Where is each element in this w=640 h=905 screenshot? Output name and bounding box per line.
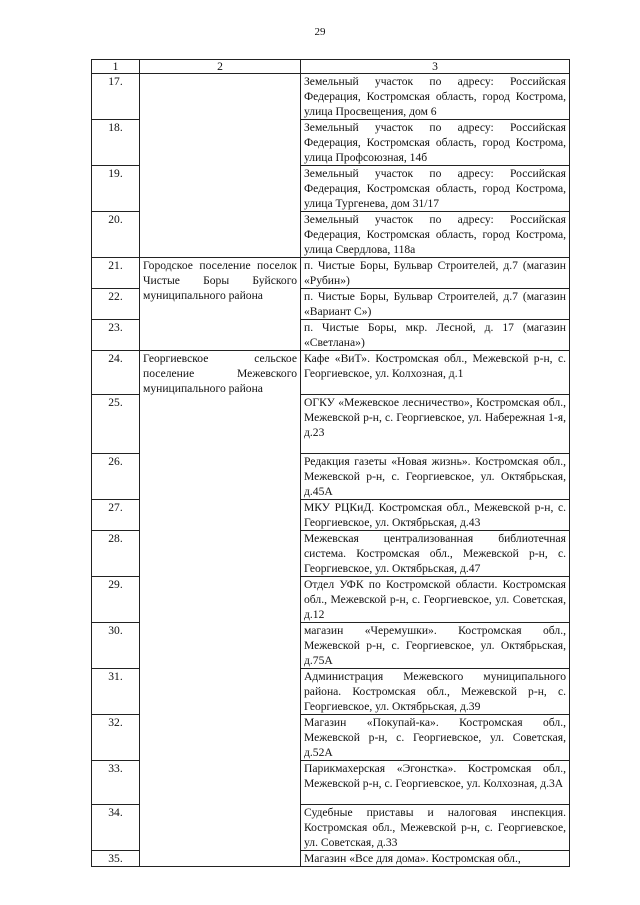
address-cell: Кафе «ВиТ». Костромская обл., Межевской р-н, с. Георгиевское, ул. Колхозная, д.1 (301, 351, 570, 395)
row-number: 30. (92, 623, 140, 669)
page-number: 29 (314, 26, 326, 38)
row-number: 18. (92, 120, 140, 166)
row-number: 17. (92, 74, 140, 120)
municipality-cell (140, 74, 301, 258)
row-number: 29. (92, 577, 140, 623)
address-cell: Земельный участок по адресу: Российская Федерация, Костромская область, город Кострома, улица Тургенева, дом 31/17 (301, 166, 570, 212)
row-number: 20. (92, 212, 140, 258)
address-cell: Магазин «Все для дома». Костромская обл., (301, 851, 570, 867)
row-number: 32. (92, 715, 140, 761)
column-header-2: 2 (140, 60, 301, 74)
row-number: 22. (92, 289, 140, 320)
municipality-cell: Георгиевское сельское поселение Межевского муниципального района (140, 351, 301, 867)
addresses-table (91, 59, 570, 867)
address-cell: Редакция газеты «Новая жизнь». Костромская обл., Межевской р-н, с. Георгиевское, ул. Октябрьская, д.45А (301, 454, 570, 500)
row-number: 23. (92, 320, 140, 351)
address-cell: Судебные приставы и налоговая инспекция. Костромская обл., Межевской р-н, с. Георгиевское, ул. Советская, д.33 (301, 805, 570, 851)
address-cell: п. Чистые Боры, Бульвар Строителей, д.7 (магазин «Вариант С») (301, 289, 570, 320)
row-number: 34. (92, 805, 140, 851)
address-cell: Отдел УФК по Костромской области. Костромская обл., Межевской р-н, с. Георгиевское, ул. Советская, д.12 (301, 577, 570, 623)
address-cell: Администрация Межевского муниципального района. Костромская обл., Межевской р-н, с. Георгиевское, ул. Октябрьская, д.39 (301, 669, 570, 715)
row-number: 24. (92, 351, 140, 395)
address-cell: Земельный участок по адресу: Российская Федерация, Костромская область, город Кострома, улица Просвещения, дом 6 (301, 74, 570, 120)
municipality-cell: Городское поселение поселок Чистые Боры Буйского муниципального района (140, 258, 301, 351)
address-cell: Магазин «Покупай-ка». Костромская обл., Межевской р-н, с. Георгиевское, ул. Советская, д.52А (301, 715, 570, 761)
table-row (92, 258, 570, 289)
address-cell: МКУ РЦКиД. Костромская обл., Межевской р-н, с. Георгиевское, ул. Октябрьская, д.43 (301, 500, 570, 531)
column-header-3: 3 (301, 60, 570, 74)
row-number: 26. (92, 454, 140, 500)
row-number: 27. (92, 500, 140, 531)
address-cell: п. Чистые Боры, мкр. Лесной, д. 17 (магазин «Светлана») (301, 320, 570, 351)
address-cell: магазин «Черемушки». Костромская обл., Межевской р-н, с. Георгиевское, ул. Октябрьская, д.75А (301, 623, 570, 669)
table-row (92, 74, 570, 120)
address-cell: п. Чистые Боры, Бульвар Строителей, д.7 (магазин «Рубин») (301, 258, 570, 289)
row-number: 28. (92, 531, 140, 577)
address-cell: Земельный участок по адресу: Российская Федерация, Костромская область, город Кострома, улица Свердлова, 118а (301, 212, 570, 258)
row-number: 31. (92, 669, 140, 715)
address-cell: Земельный участок по адресу: Российская Федерация, Костромская область, город Кострома, улица Профсоюзная, 14б (301, 120, 570, 166)
address-cell: Парикмахерская «Эгонстка». Костромская обл., Межевской р-н, с. Георгиевское, ул. Колхозная, д.3А (301, 761, 570, 805)
row-number: 35. (92, 851, 140, 867)
table-header-row (92, 60, 570, 74)
row-number: 25. (92, 395, 140, 454)
address-cell: ОГКУ «Межевское лесничество», Костромская обл., Межевской р-н, с. Георгиевское, ул. Набережная 1-я, д.23 (301, 395, 570, 454)
table-row (92, 351, 570, 395)
column-header-1: 1 (92, 60, 140, 74)
address-cell: Межевская централизованная библиотечная система. Костромская обл., Межевской р-н, с. Георгиевское, ул. Октябрьская, д.47 (301, 531, 570, 577)
row-number: 19. (92, 166, 140, 212)
row-number: 33. (92, 761, 140, 805)
row-number: 21. (92, 258, 140, 289)
